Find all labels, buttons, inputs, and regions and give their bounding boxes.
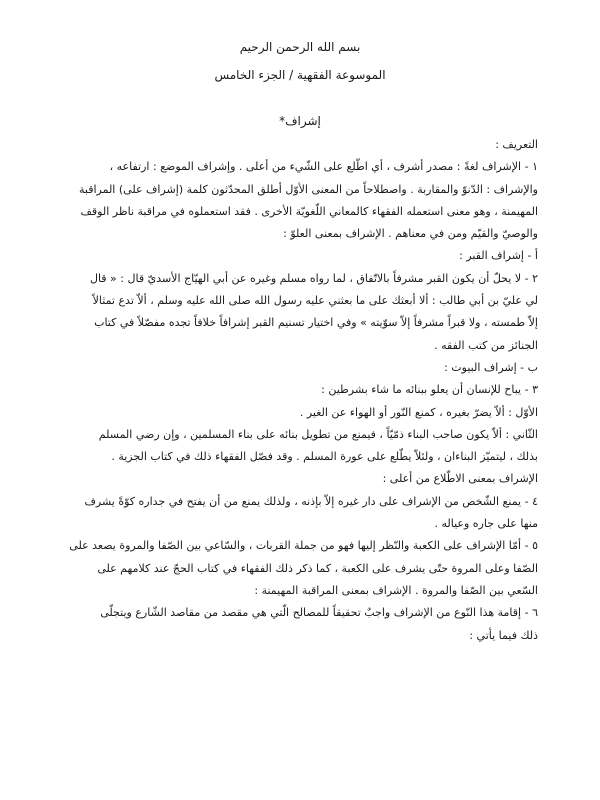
entry-title: إشراف* (279, 114, 321, 128)
text-line: الصّفا وعلى المروة حتّى يشرف على الكعبة ، كما ذكر ذلك الفقهاء في كتاب الحجّ عند كلامهم على (97, 561, 538, 575)
document-body (62, 134, 538, 647)
section-heading: أ - إشراف القبر : (459, 249, 538, 263)
text-line: الثّاني : ألاّ يكون صاحب البناء ذمّيّاً ، فيمنع من تطويل بنائه على بناء المسلمين ، وإن رضي المسلم (98, 427, 538, 441)
section-heading: التعريف : (495, 138, 538, 151)
text-line: ذلك فيما يأتي : (469, 628, 538, 642)
text-line: ٣ - يباح للإنسان أن يعلو ببنائه ما شاء بشرطين : (321, 383, 538, 397)
text-line: المهيمنة ، وهو معنى استعمله الفقهاء كالمعاني اللّغويّة الأخرى . فقد استعملوه في مراقبة ناظر الوقف (80, 204, 538, 218)
text-line: السّعي بين الصّفا والمروة . الإشراف بمعنى المراقبة المهيمنة : (254, 583, 538, 597)
text-line: الجنائز من كتب الفقه . (434, 338, 538, 352)
text-line: إلاّ طمسته ، ولا قبراً مشرفاً إلاّ سوّيته » وفي اختيار تسنيم القبر إشرافاً خلافاً تجده مفصّلاً في كتاب (94, 316, 538, 330)
text-line: والإشراف : الدّنوّ والمقاربة . واصطلاحاً من المعنى الأوّل أطلق المحدّثون كلمة (إشراف على) المراقبة (79, 182, 538, 196)
text-line: ٦ - إقامة هذا النّوع من الإشراف واجبٌ تحقيقاً للمصالح الّتي هي مقصد من مقاصد الشّارع ويتجلّى (100, 606, 538, 620)
text-line: الأوّل : ألاّ يضرّ بغيره ، كمنع النّور أو الهواء عن الغير . (299, 405, 538, 419)
text-line: والوصيّ والقيّم ومن في معناهم . الإشراف بمعنى العلوّ : (283, 227, 538, 241)
text-line: ٥ - أمّا الإشراف على الكعبة والنّظر إليها فهو من جملة القربات ، والسّاعي بين الصّفا والمروة يصعد على (69, 539, 538, 553)
basmala: بسم الله الرحمن الرحيم (239, 40, 361, 54)
text-line: بذلك ، ليتميّز البناءان ، ولئلاّ يطّلع على عورة المسلم . وقد فصّل الفقهاء ذلك في كتاب الجزية . (111, 450, 538, 464)
book-title: الموسوعة الفقهية / الجزء الخامس (214, 68, 386, 82)
text-line: لي عليّ بن أبي طالب : ألا أبعثك على ما بعثني عليه رسول الله صلى الله عليه وسلم ، ألاّ تدع تمثالاً (92, 294, 538, 308)
section-heading: ب - إشراف البيوت : (444, 360, 538, 374)
section-heading: الإشراف بمعنى الاطّلاع من أعلى : (382, 472, 538, 486)
text-line: ١ - الإشراف لغةً : مصدر أشرف ، أي اطّلع على الشّيء من أعلى . وإشراف الموضع : ارتفاعه ، (109, 160, 538, 174)
text-line: منها على جاره وعياله . (434, 517, 538, 531)
text-line: ٢ - لا يحلّ أن يكون القبر مشرفاً بالاتّفاق ، لما رواه مسلم وغيره عن أبي الهيّاج الأسديّ قال : « قال (89, 271, 538, 285)
text-line: ٤ - يمنع الشّخص من الإشراف على دار غيره إلاّ بإذنه ، ولذلك يمنع من أن يفتح في جداره كوّةً يشرف (84, 494, 538, 508)
